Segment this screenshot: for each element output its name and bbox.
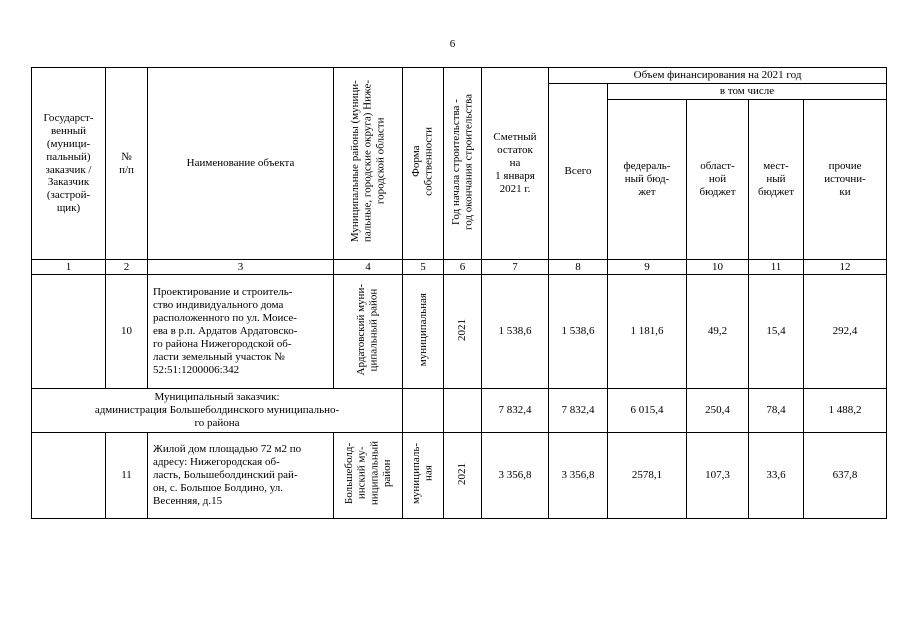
row-10-object-name: Проектирование и строитель- ство индивидуального дома расположенного по ул. Моисе- ева в р.п. Ардатов Ардатовско- го района Нижегородской об- ласти земельный участок № 52:51:1200006:342 xyxy=(148,275,334,389)
column-number: 2 xyxy=(106,260,148,275)
row-11-federal: 2578,1 xyxy=(608,433,687,519)
row-11-years: 2021 xyxy=(456,462,469,485)
column-number: 7 xyxy=(482,260,549,275)
header-regional: област- ной бюджет xyxy=(687,100,749,260)
header-estimated-balance: Сметный остаток на 1 января 2021 г. xyxy=(482,68,549,260)
row-10-ownership-cell xyxy=(403,275,444,389)
row-10-federal: 1 181,6 xyxy=(608,275,687,389)
header-municipality-cell xyxy=(334,68,403,260)
row-10-years-cell xyxy=(444,275,482,389)
column-number: 4 xyxy=(334,260,403,275)
table-row-11 xyxy=(32,433,887,519)
subtotal-balance: 7 832,4 xyxy=(482,389,549,433)
column-number: 12 xyxy=(804,260,887,275)
subtotal-row xyxy=(32,389,887,433)
header-local: мест- ный бюджет xyxy=(749,100,804,260)
row-11-total: 3 356,8 xyxy=(549,433,608,519)
row-10-ownership: муниципальная xyxy=(416,292,429,367)
row-11-regional: 107,3 xyxy=(687,433,749,519)
row-11-municipality: Большеболд- инский му- ниципальный район xyxy=(342,441,393,506)
header-municipality: Муниципальные районы (муници- пальные, городские округа) Ниже- городской области xyxy=(349,80,387,243)
header-object-name: Наименование объекта xyxy=(148,68,334,260)
financing-table xyxy=(31,67,887,519)
column-number: 5 xyxy=(403,260,444,275)
subtotal-other: 1 488,2 xyxy=(804,389,887,433)
subtotal-local: 78,4 xyxy=(749,389,804,433)
header-other: прочие источни- ки xyxy=(804,100,887,260)
page-number: 6 xyxy=(449,38,456,50)
row-10-regional: 49,2 xyxy=(687,275,749,389)
header-ownership-cell xyxy=(403,68,444,260)
row-10-balance: 1 538,6 xyxy=(482,275,549,389)
header-customer: Государст- венный (муници- пальный) заказчик / Заказчик (застрой- щик) xyxy=(32,68,106,260)
header-funding-group: Объем финансирования на 2021 год xyxy=(549,68,887,84)
row-11-local: 33,6 xyxy=(749,433,804,519)
subtotal-label: Муниципальный заказчик: администрация Большеболдинского муниципально- го района xyxy=(32,389,403,433)
row-10-years: 2021 xyxy=(456,318,469,341)
row-10-total: 1 538,6 xyxy=(549,275,608,389)
row-11-customer xyxy=(32,433,106,519)
row-10-local: 15,4 xyxy=(749,275,804,389)
column-number: 9 xyxy=(608,260,687,275)
header-number: № п/п xyxy=(106,68,148,260)
subtotal-regional: 250,4 xyxy=(687,389,749,433)
row-10-customer xyxy=(32,275,106,389)
row-11-ownership: муниципаль- ная xyxy=(410,442,435,505)
row-11-other: 637,8 xyxy=(804,433,887,519)
header-years-cell xyxy=(444,68,482,260)
column-number-row xyxy=(32,260,887,275)
table-row-10 xyxy=(32,275,887,389)
row-10-municipality-cell xyxy=(334,275,403,389)
column-number: 3 xyxy=(148,260,334,275)
subtotal-ownership xyxy=(403,389,444,433)
column-number: 1 xyxy=(32,260,106,275)
header-federal: федераль- ный бюд- жет xyxy=(608,100,687,260)
header-total: Всего xyxy=(549,84,608,260)
header-including: в том числе xyxy=(608,84,887,100)
column-number: 11 xyxy=(749,260,804,275)
subtotal-total: 7 832,4 xyxy=(549,389,608,433)
column-number: 6 xyxy=(444,260,482,275)
row-11-object-name: Жилой дом площадью 72 м2 по адресу: Нижегородская об- ласть, Большеболдинский рай- он, с. Большое Болдино, ул. Весенняя, д.15 xyxy=(148,433,334,519)
row-10-number: 10 xyxy=(106,275,148,389)
row-10-municipality: Ардатовский муни- ципальный район xyxy=(355,283,380,376)
row-11-number: 11 xyxy=(106,433,148,519)
column-number: 10 xyxy=(687,260,749,275)
row-11-ownership-cell xyxy=(403,433,444,519)
header-years: Год начала строительства - год окончания строительства xyxy=(449,93,475,230)
row-10-other: 292,4 xyxy=(804,275,887,389)
subtotal-federal: 6 015,4 xyxy=(608,389,687,433)
header-ownership: Форма собственности xyxy=(410,127,435,196)
row-11-years-cell xyxy=(444,433,482,519)
subtotal-years xyxy=(444,389,482,433)
column-number: 8 xyxy=(549,260,608,275)
row-11-balance: 3 356,8 xyxy=(482,433,549,519)
row-11-municipality-cell xyxy=(334,433,403,519)
